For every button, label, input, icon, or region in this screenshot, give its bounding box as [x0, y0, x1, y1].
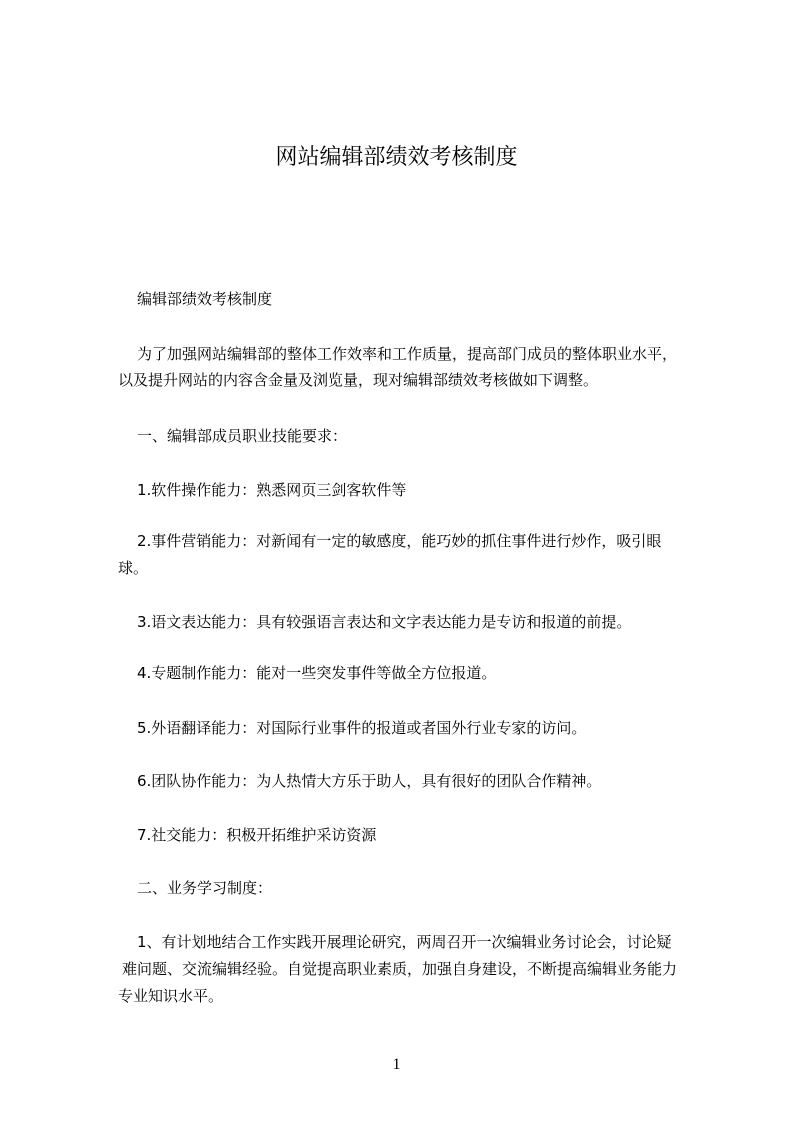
- study-paragraph-line: 1、有计划地结合工作实践开展理论研究，两周召开一次编辑业务讨论会，讨论疑: [137, 933, 672, 951]
- study-paragraph-line: 专业知识水平。: [118, 987, 224, 1005]
- skill-item-language: 3.语文表达能力：具有较强语言表达和文字表达能力是专访和报道的前提。: [137, 613, 632, 631]
- skill-item-translation: 5.外语翻译能力：对国际行业事件的报道或者国外行业专家的访问。: [137, 719, 587, 737]
- skill-item-special-topic: 4.专题制作能力：能对一些突发事件等做全方位报道。: [137, 664, 497, 682]
- intro-paragraph-line: 为了加强网站编辑部的整体工作效率和工作质量，提高部门成员的整体职业水平，: [137, 345, 678, 363]
- document-subtitle: 编辑部绩效考核制度: [137, 290, 273, 308]
- skill-item-software: 1.软件操作能力：熟悉网页三剑客软件等: [137, 481, 407, 499]
- skill-item-social: 7.社交能力：积极开拓维护采访资源: [137, 826, 377, 844]
- study-paragraph-line: 难问题、交流编辑经验。自觉提高职业素质，加强自身建设，不断提高编辑业务能力: [122, 960, 678, 978]
- section-heading-study: 二、业务学习制度：: [137, 879, 273, 897]
- skill-item-event-marketing: 2.事件营销能力：对新闻有一定的敏感度，能巧妙的抓住事件进行炒作，吸引眼: [137, 532, 662, 550]
- intro-paragraph-line: 以及提升网站的内容含金量及浏览量，现对编辑部绩效考核做如下调整。: [118, 371, 599, 389]
- skill-item-teamwork: 6.团队协作能力：为人热情大方乐于助人，具有很好的团队合作精神。: [137, 772, 602, 790]
- skill-item-event-marketing-continuation: 球。: [118, 559, 149, 577]
- section-heading-skills: 一、编辑部成员职业技能要求：: [137, 427, 348, 445]
- page-number: 1: [392, 1056, 401, 1073]
- page-title: 网站编辑部绩效考核制度: [275, 145, 518, 170]
